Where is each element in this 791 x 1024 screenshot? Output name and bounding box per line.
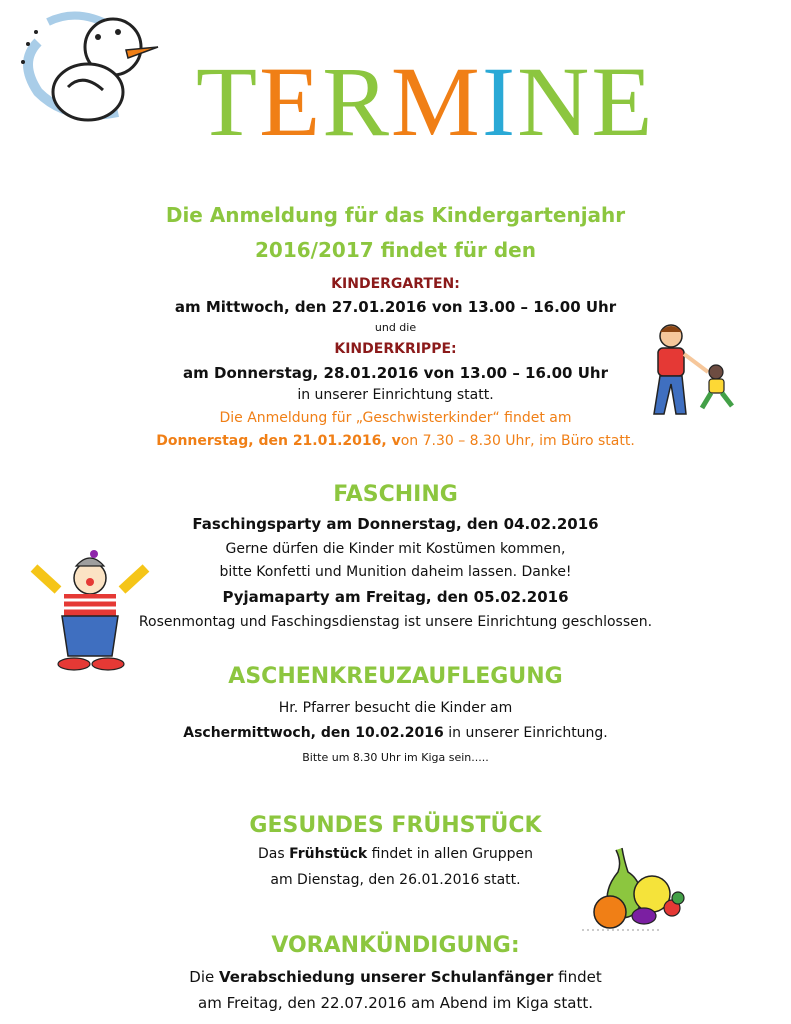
- announcement-line-1-pre: Die: [189, 968, 219, 986]
- breakfast-keyword: Frühstück: [289, 846, 368, 862]
- fasching-party-2: Pyjamaparty am Freitag, den 05.02.2016: [222, 588, 569, 606]
- kindergarten-label: KINDERGARTEN:: [331, 276, 460, 292]
- breakfast-line-2: am Dienstag, den 26.01.2016 statt.: [270, 872, 521, 888]
- breakfast-line-1-rest: findet in allen Gruppen: [367, 846, 534, 862]
- title-letter-6: E: [591, 46, 655, 157]
- breakfast-line-1-pre: Das: [257, 846, 290, 862]
- siblings-line-1: Die Anmeldung für „Geschwisterkinder“ findet am: [219, 410, 572, 426]
- title-letter-0: T: [196, 46, 260, 157]
- page-title: [196, 46, 655, 157]
- krippe-date: am Donnerstag, 28.01.2016 von 13.00 – 16.00 Uhr: [183, 364, 608, 382]
- ash-date: Aschermittwoch, den 10.02.2016: [183, 725, 444, 741]
- clown-clipart: [24, 548, 156, 676]
- fasching-line-1: Gerne dürfen die Kinder mit Kostümen kommen,: [225, 541, 566, 557]
- announcement-heading: VORANKÜNDIGUNG:: [271, 933, 520, 958]
- ash-line-2: [0, 725, 791, 741]
- announcement-line-1-rest: findet: [553, 968, 602, 986]
- breakfast-heading: GESUNDES FRÜHSTÜCK: [249, 813, 542, 838]
- kindergarten-date: am Mittwoch, den 27.01.2016 von 13.00 – 16.00 Uhr: [174, 298, 617, 316]
- registration-line-1: Die Anmeldung für das Kindergartenjahr: [165, 203, 626, 227]
- fasching-closed: Rosenmontag und Faschingsdienstag ist unsere Einrichtung geschlossen.: [138, 614, 653, 630]
- ash-line-2-rest: in unserer Einrichtung.: [443, 725, 608, 741]
- title-letter-2: R: [322, 46, 391, 157]
- location-text: in unserer Einrichtung statt.: [297, 387, 494, 403]
- title-letter-1: E: [259, 46, 323, 157]
- fasching-party-1: Faschingsparty am Donnerstag, den 04.02.2016: [192, 515, 599, 533]
- title-letter-3: M: [390, 46, 482, 157]
- fasching-heading: FASCHING: [333, 482, 458, 507]
- ash-line-1: Hr. Pfarrer besucht die Kinder am: [278, 700, 513, 716]
- snowman-clipart: [8, 2, 168, 132]
- fruit-clipart: [578, 842, 690, 932]
- connector-text: und die: [374, 321, 417, 334]
- fasching-line-2: bitte Konfetti und Munition daheim lassen. Danke!: [219, 564, 572, 580]
- krippe-label: KINDERKRIPPE:: [334, 341, 457, 357]
- parent-child-clipart: [636, 322, 746, 417]
- siblings-line-2: [0, 433, 791, 449]
- ash-line-3: Bitte um 8.30 Uhr im Kiga sein.....: [302, 751, 489, 764]
- ash-heading: ASCHENKREUZAUFLEGUNG: [228, 664, 563, 689]
- title-letter-4: I: [481, 46, 518, 157]
- registration-line-2: 2016/2017 findet für den: [255, 238, 536, 262]
- announcement-keyword: Verabschiedung unserer Schulanfänger: [218, 968, 554, 986]
- announcement-line-2: am Freitag, den 22.07.2016 am Abend im Kiga statt.: [198, 994, 593, 1012]
- siblings-date: Donnerstag, den 21.01.2016, v: [156, 433, 401, 449]
- siblings-time: on 7.30 – 8.30 Uhr, im Büro statt.: [400, 433, 635, 449]
- announcement-line-1: [0, 968, 791, 986]
- title-letter-5: N: [517, 46, 592, 157]
